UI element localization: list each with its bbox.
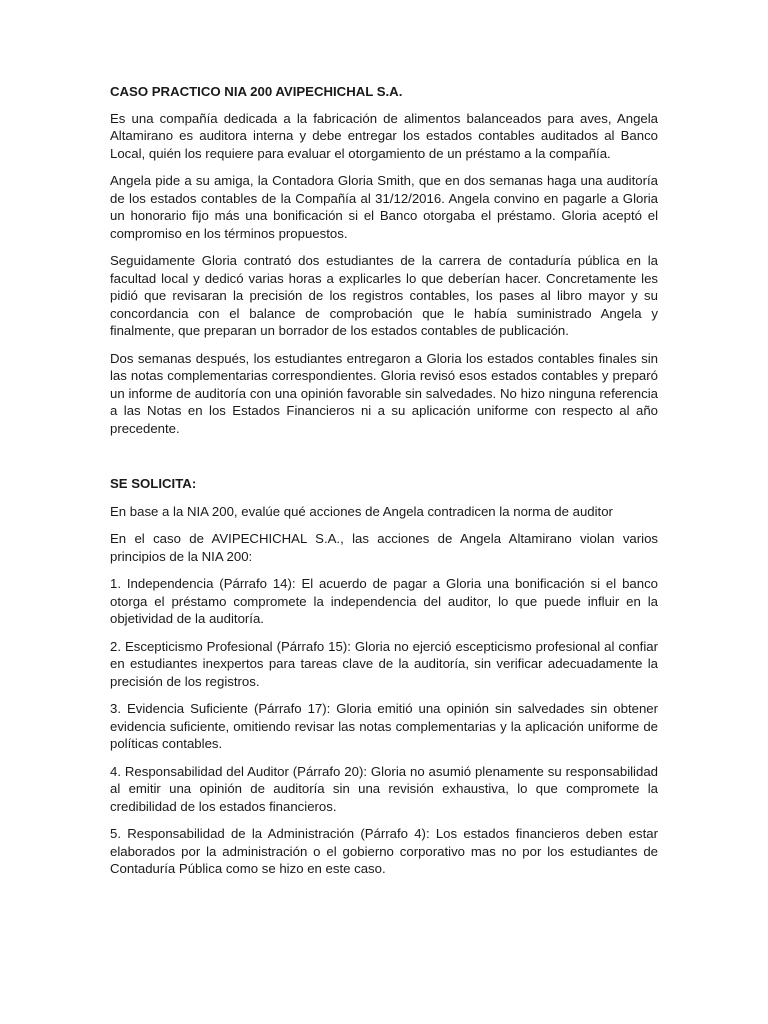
request-text: En base a la NIA 200, evalúe qué acciones de Angela contradicen la norma de auditor	[110, 503, 613, 519]
answer-item: 2. Escepticismo Profesional (Párrafo 15): Gloria no ejerció escepticismo profesional al confiar en estudiantes inexpertos para tareas clave de la auditoría, sin verificar adecuadamente la precisión de los registros.	[110, 638, 658, 689]
case-paragraph: Seguidamente Gloria contrató dos estudiantes de la carrera de contaduría pública en la facultad local y dedicó varias horas a explicarles lo que deberían hacer. Concretamente les pidió que revisaran la precisión de los registros contables, los pases al libro mayor y su concordancia con el balance de comprobación que le había suministrado Angela y finalmente, que preparan un borrador de los estados contables de publicación.	[110, 253, 658, 338]
answer-item: 1. Independencia (Párrafo 14): El acuerdo de pagar a Gloria una bonificación si el banco otorga el préstamo compromete la independencia del auditor, lo que puede influir en la objetividad de la auditoría.	[110, 576, 658, 626]
case-paragraph: Angela pide a su amiga, la Contadora Gloria Smith, que en dos semanas haga una auditoría de los estados contables de la Compañía al 31/12/2016. Angela convino en pagarle a Gloria un honorario fijo más una bonificación si el Banco otorgaba el préstamo. Gloria aceptó el compromiso en los términos propuestos.	[110, 173, 658, 241]
document-title: CASO PRACTICO NIA 200 AVIPECHICHAL S.A.	[110, 84, 403, 99]
case-paragraph: Es una compañía dedicada a la fabricación de alimentos balanceados para aves, Angela Altamirano es auditora interna y debe entregar los estados contables auditados al Banco Local, quién los requiere para evaluar el otorgamiento de un préstamo a la compañía.	[110, 110, 658, 161]
document-body	[110, 83, 658, 888]
request-heading: SE SOLICITA:	[110, 476, 197, 491]
answer-item: 3. Evidencia Suficiente (Párrafo 17): Gloria emitió una opinión sin salvedades sin obtener evidencia suficiente, omitiendo revisar las notas complementarias y la aplicación uniforme de políticas contables.	[110, 701, 658, 751]
case-paragraph: Dos semanas después, los estudiantes entregaron a Gloria los estados contables finales sin las notas complementarias correspondientes. Gloria revisó esos estados contables y preparó un informe de auditoría con una opinión favorable sin salvedades. No hizo ninguna referencia a las Notas en los Estados Financieros ni a su aplicación uniforme con respecto al año precedente.	[110, 350, 658, 436]
answer-item: 5. Responsabilidad de la Administración (Párrafo 4): Los estados financieros deben estar elaborados por la administración o el gobierno corporativo mas no por los estudiantes de Contaduría Pública como se hizo en este caso.	[110, 826, 658, 876]
answer-intro: En el caso de AVIPECHICHAL S.A., las acciones de Angela Altamirano violan varios principios de la NIA 200:	[110, 531, 658, 564]
section-spacer	[110, 447, 658, 475]
answer-item: 4. Responsabilidad del Auditor (Párrafo 20): Gloria no asumió plenamente su responsabilidad al emitir una opinión de auditoría sin una revisión exhaustiva, lo que compromete la credibilidad de los estados financieros.	[110, 763, 658, 814]
